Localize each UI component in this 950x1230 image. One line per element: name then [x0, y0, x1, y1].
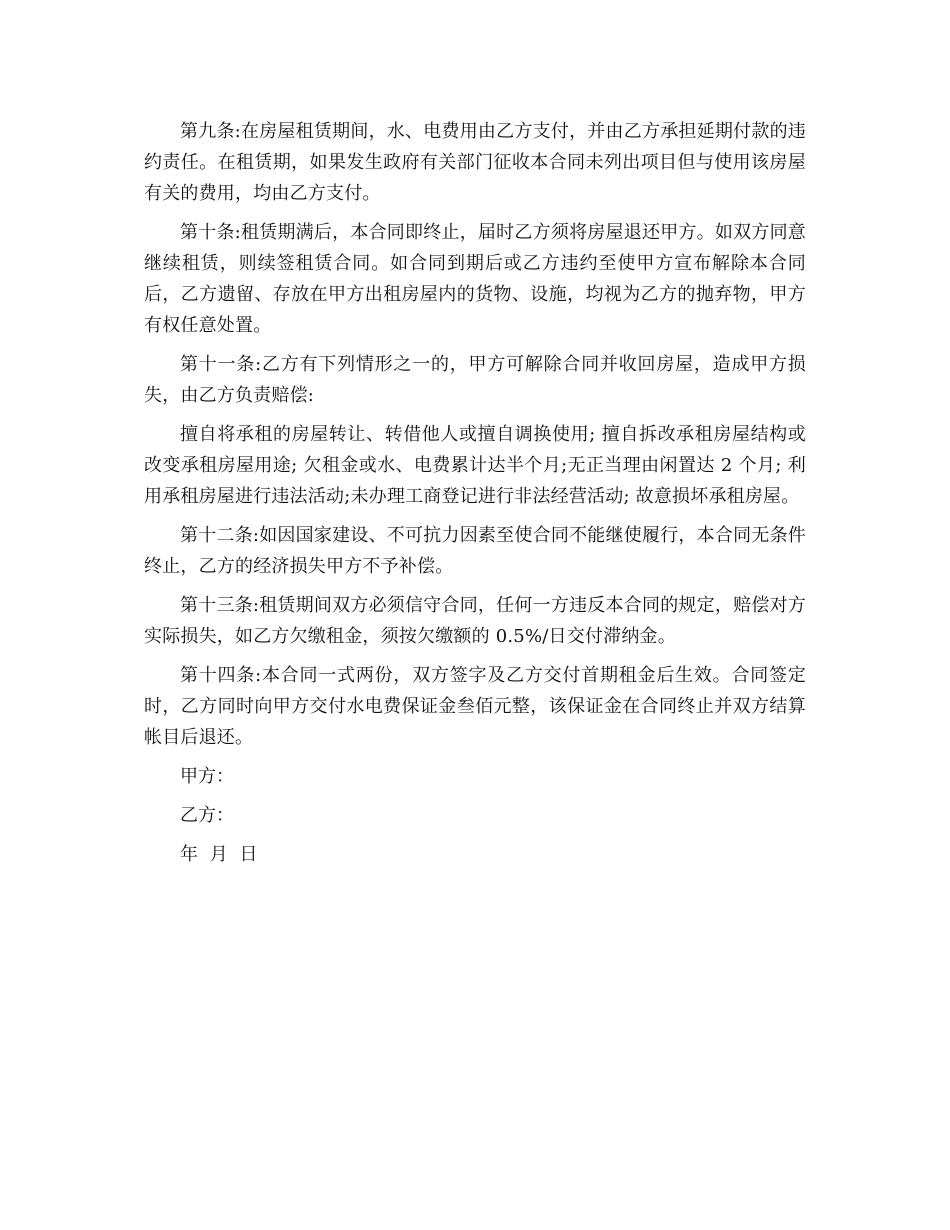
article-11: 第十一条:乙方有下列情形之一的，甲方可解除合同并收回房屋，造成甲方损失，由乙方负责赔偿:	[144, 354, 806, 406]
article-12: 第十二条:如因国家建设、不可抗力因素至使合同不能继使履行，本合同无条件终止，乙方的经济损失甲方不予补偿。	[144, 525, 806, 577]
article-13: 第十三条:租赁期间双方必须信守合同，任何一方违反本合同的规定，赔偿对方实际损失，如乙方欠缴租金，须按欠缴额的 0.5%/日交付滞纳金。	[144, 595, 806, 647]
party-a-signature-line: 甲方：	[180, 766, 234, 787]
article-14: 第十四条:本合同一式两份，双方签字及乙方交付首期租金后生效。合同签定时，乙方同时向甲方交付水电费保证金叁佰元整，该保证金在合同终止并双方结算帐目后退还。	[144, 665, 806, 748]
party-b-signature-line: 乙方：	[180, 805, 234, 826]
article-9: 第九条:在房屋租赁期间，水、电费用由乙方支付，并由乙方承担延期付款的违约责任。在租赁期，如果发生政府有关部门征收本合同未列出项目但与使用该房屋有关的费用，均由乙方支付。	[144, 121, 806, 204]
signature-date-line: 年 月 日	[180, 844, 258, 865]
article-11-conditions: 擅自将承租的房屋转让、转借他人或擅自调换使用; 擅自拆改承租房屋结构或改变承租房屋用途; 欠租金或水、电费累计达半个月;无正当理由闲置达 2 个月; 利用承租房屋进行违法活动;未办理工商登记进行非法经营活动; 故意损坏承租房屋。	[144, 424, 806, 507]
article-10: 第十条:租赁期满后，本合同即终止，届时乙方须将房屋退还甲方。如双方同意继续租赁，则续签租赁合同。如合同到期后或乙方违约至使甲方宣布解除本合同后，乙方遗留、存放在甲方出租房屋内的货物、设施，均视为乙方的抛弃物，甲方有权任意处置。	[144, 222, 806, 336]
contract-body	[144, 116, 806, 878]
